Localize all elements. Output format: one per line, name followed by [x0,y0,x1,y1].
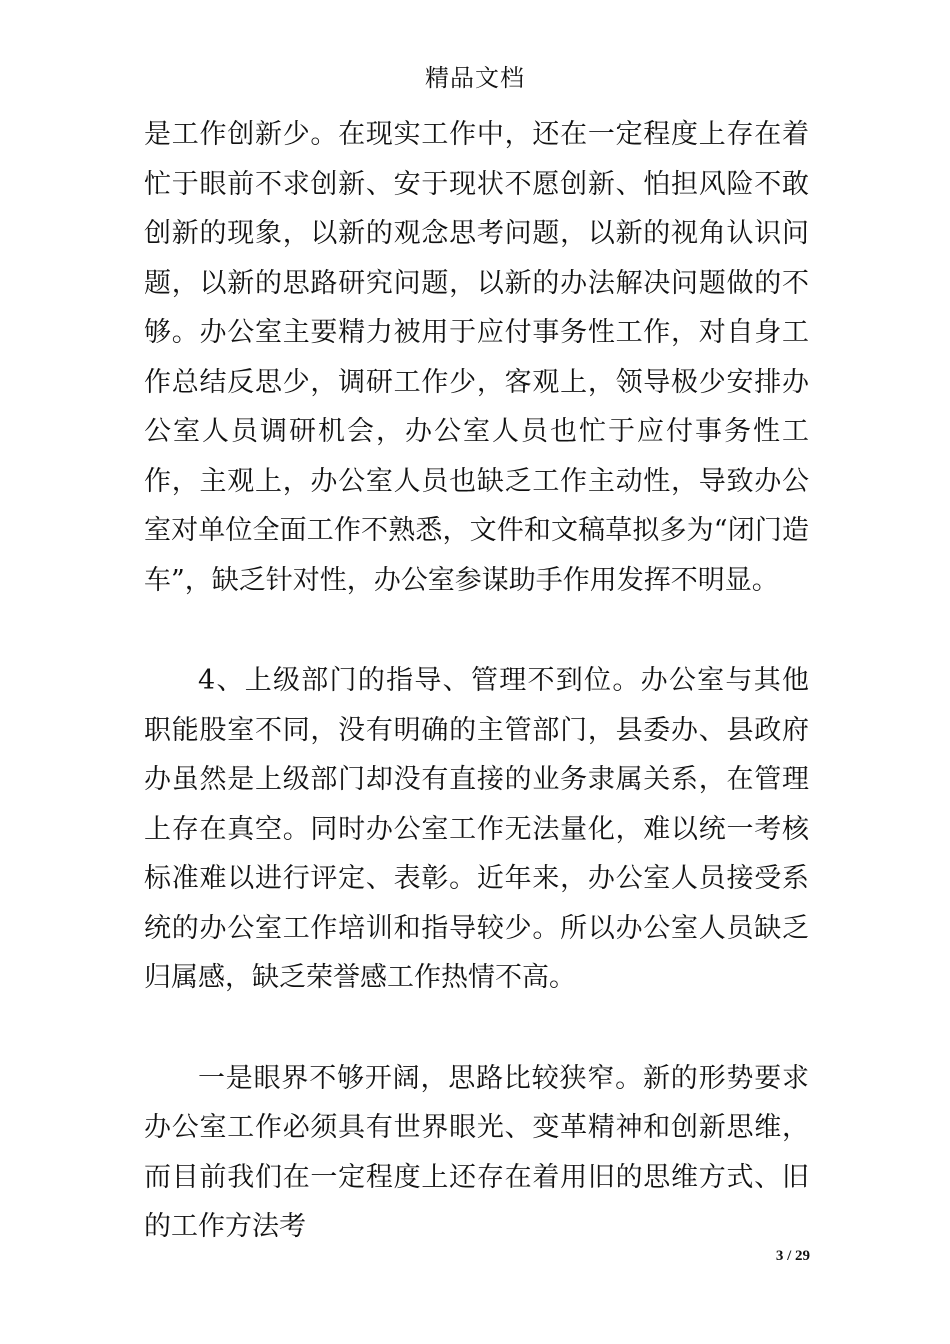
paragraph-section-4: 4、上级部门的指导、管理不到位。办公室与其他职能股室不同，没有明确的主管部门，县委办、县政府办虽然是上级部门却没有直接的业务隶属关系，在管理上存在真空。同时办公室工作无法量化，难以统一考核标准难以进行评定、表彰。近年来，办公室人员接受系统的办公室工作培训和指导较少。所以办公室人员缺乏归属感，缺乏荣誉感工作热情不高。 [144,665,809,993]
paragraph-point-one: 一是眼界不够开阔，思路比较狭窄。新的形势要求办公室工作必须具有世界眼光、变革精神和创新思维，而目前我们在一定程度上还存在着用旧的思维方式、旧的工作方法考 [144,1062,809,1242]
document-body [144,110,809,1252]
paragraph-continuation: 是工作创新少。在现实工作中，还在一定程度上存在着忙于眼前不求创新、安于现状不愿创新、怕担风险不敢创新的现象，以新的观念思考问题，以新的视角认识问题，以新的思路研究问题，以新的办法解决问题做的不够。办公室主要精力被用于应付事务性工作，对自身工作总结反思少，调研工作少，客观上，领导极少安排办公室人员调研机会，办公室人员也忙于应付事务性工作，主观上，办公室人员也缺乏工作主动性，导致办公室对单位全面工作不熟悉，文件和文稿草拟多为“闭门造车”，缺乏针对性，办公室参谋助手作用发挥不明显。 [144,119,809,596]
paragraph-spacer [144,1003,809,1054]
paragraph-spacer [144,605,809,656]
document-header-title: 精品文档 [425,64,525,92]
page-number: 3 / 29 [775,1248,810,1264]
